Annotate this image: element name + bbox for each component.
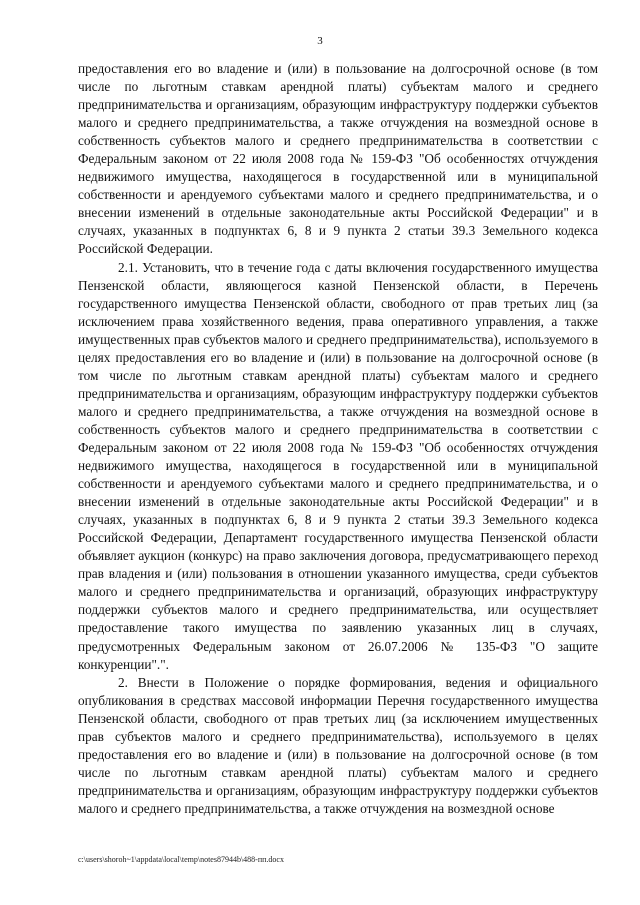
document-body (78, 60, 598, 818)
footer-file-path: c:\users\shoroh~1\appdata\local\temp\notes87944b\488-пп.docx (78, 855, 284, 864)
paragraph-2-1: 2.1. Установить, что в течение года с даты включения государственного имущества Пензенской области, являющегося казной Пензенской области, в Перечень государственного имущества Пензенской области, свободного от прав третьих лиц (за исключением права хозяйственного ведения, права оперативного управления, а также имущественных прав субъектов малого и среднего предпринимательства), используемого в целях предоставления его во владение и (или) в пользование на долгосрочной основе (в том числе по льготным ставкам арендной платы) субъектам малого и среднего предпринимательства и организациям, образующим инфраструктуру поддержки субъектов малого и среднего предпринимательства, а также отчуждения на возмездной основе в собственность субъектов малого и среднего предпринимательства в соответствии с Федеральным законом от 22 июля 2008 года № 159-ФЗ "Об особенностях отчуждения недвижимого имущества, находящегося в государственной или в муниципальной собственности и арендуемого субъектами малого и среднего предпринимательства, и о внесении изменений в отдельные законодательные акты Российской Федерации" и в случаях, указанных в подпунктах 6, 8 и 9 пункта 2 статьи 39.3 Земельного кодекса Российской Федерации, Департамент государственного имущества Пензенской области объявляет аукцион (конкурс) на право заключения договора, предусматривающего переход прав владения и (или) пользования в отношении указанного имущества, среди субъектов малого и среднего предпринимательства и организаций, образующих инфраструктуру поддержки субъектов малого и среднего предпринимательства, или осуществляет предоставление такого имущества по заявлению указанных лиц в случаях, предусмотренных Федеральным законом от 26.07.2006 № 135-ФЗ "О защите конкуренции".". (78, 259, 598, 672)
paragraph-continuation: предоставления его во владение и (или) в пользование на долгосрочной основе (в том числе по льготным ставкам арендной платы) субъектам малого и среднего предпринимательства и организациям, образующим инфраструктуру поддержки субъектов малого и среднего предпринимательства, а также отчуждения на возмездной основе в собственность субъектов малого и среднего предпринимательства в соответствии с Федеральным законом от 22 июля 2008 года № 159-ФЗ "Об особенностях отчуждения недвижимого имущества, находящегося в государственной или в муниципальной собственности и арендуемого субъектами малого и среднего предпринимательства, и о внесении изменений в отдельные законодательные акты Российской Федерации" и в случаях, указанных в подпунктах 6, 8 и 9 пункта 2 статьи 39.3 Земельного кодекса Российской Федерации. (78, 61, 598, 257)
page-number: 3 (317, 35, 323, 47)
paragraph-2: 2. Внести в Положение о порядке формирования, ведения и официального опубликования в средствах массовой информации Перечня государственного имущества Пензенской области, свободного от прав третьих лиц (за исключением имущественных прав субъектов малого и среднего предпринимательства), используемого в целях предоставления его во владение и (или) в пользование на долгосрочной основе (в том числе по льготным ставкам арендной платы) субъектам малого и среднего предпринимательства и организациям, образующим инфраструктуру поддержки субъектов малого и среднего предпринимательства, а также отчуждения на возмездной основе (78, 674, 598, 816)
